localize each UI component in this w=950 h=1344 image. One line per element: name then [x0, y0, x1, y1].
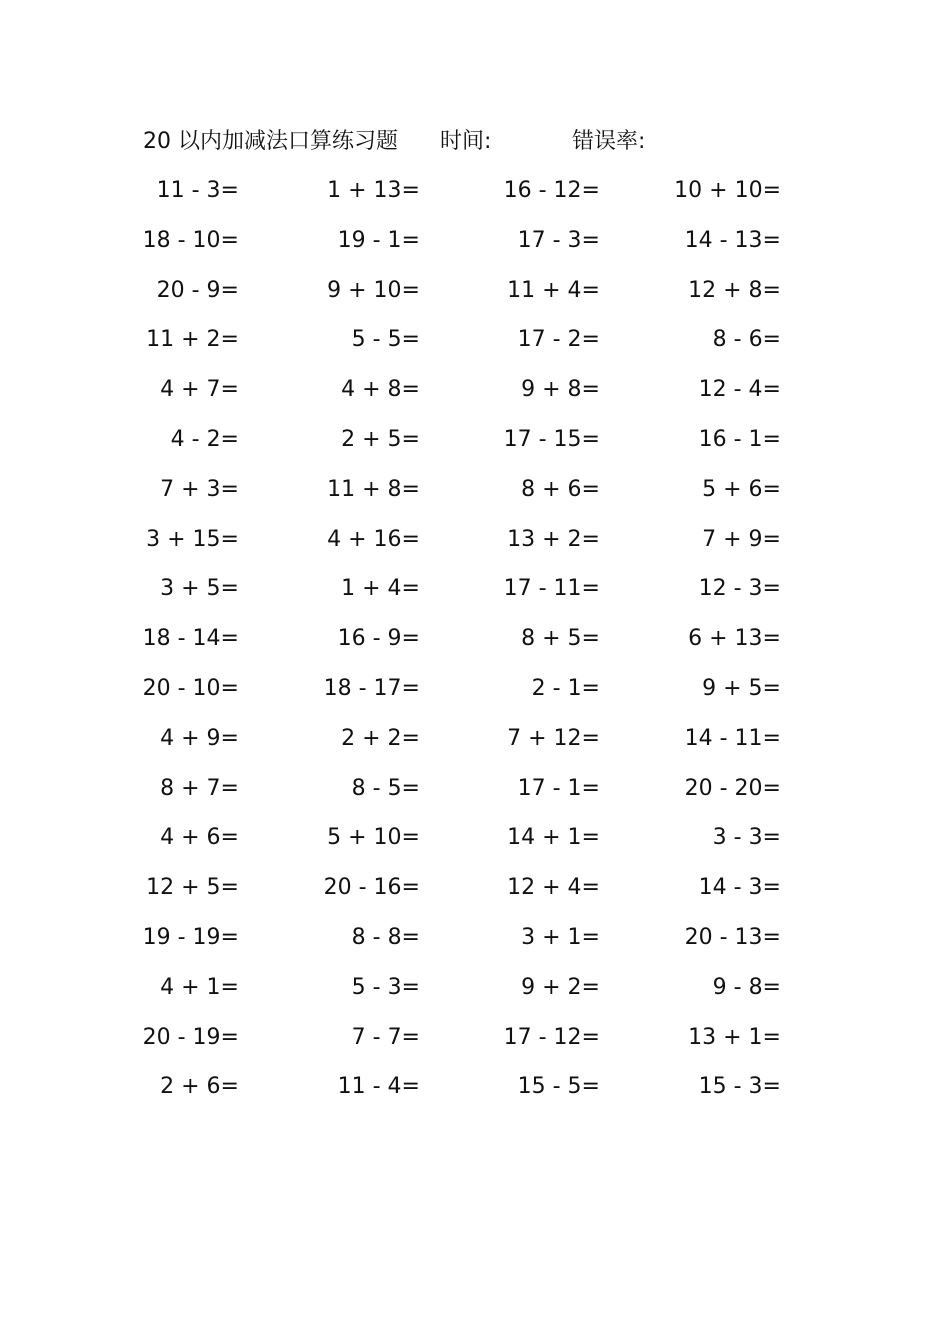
problem-item: 12 + 4=	[507, 875, 600, 901]
problem-item: 17 - 1=	[517, 775, 600, 801]
problem-item: 15 - 3=	[698, 1074, 781, 1100]
problem-item: 3 - 3=	[712, 825, 781, 851]
problem-item: 12 + 5=	[146, 875, 239, 901]
problem-item: 12 - 3=	[698, 576, 781, 602]
problem-item: 12 + 8=	[688, 277, 781, 303]
problem-row	[0, 622, 950, 672]
problem-row	[0, 1021, 950, 1071]
problem-item: 3 + 5=	[160, 576, 239, 602]
problem-row	[0, 323, 950, 373]
problem-item: 9 + 8=	[521, 377, 600, 403]
problem-row	[0, 921, 950, 971]
problem-item: 9 + 2=	[521, 974, 600, 1000]
problem-item: 11 + 4=	[507, 277, 600, 303]
time-label: 时间:	[440, 129, 492, 154]
problem-item: 14 - 13=	[684, 227, 781, 253]
problem-item: 1 + 13=	[327, 178, 420, 203]
problem-item: 14 - 11=	[684, 725, 781, 751]
problem-item: 9 + 10=	[327, 277, 420, 303]
problem-item: 20 - 13=	[684, 924, 781, 950]
problem-item: 5 - 5=	[351, 327, 420, 353]
problem-row	[0, 473, 950, 523]
problem-item: 5 + 10=	[327, 825, 420, 851]
problem-row	[0, 274, 950, 324]
problem-row	[0, 722, 950, 772]
problem-item: 20 - 10=	[142, 675, 239, 701]
problem-item: 8 - 5=	[351, 775, 420, 801]
problem-item: 4 + 6=	[160, 825, 239, 851]
problem-item: 8 + 7=	[160, 775, 239, 801]
problem-item: 16 - 1=	[698, 426, 781, 452]
problem-item: 3 + 15=	[146, 526, 239, 552]
problem-row	[0, 174, 950, 224]
problem-item: 4 - 2=	[170, 426, 239, 452]
problem-row	[0, 423, 950, 473]
problem-item: 4 + 7=	[160, 377, 239, 403]
problem-item: 8 + 5=	[521, 626, 600, 652]
problem-row	[0, 871, 950, 921]
problem-item: 17 - 2=	[517, 327, 600, 353]
problem-row	[0, 572, 950, 622]
problem-item: 1 + 4=	[341, 576, 420, 602]
problem-item: 20 - 19=	[142, 1024, 239, 1050]
problem-row	[0, 971, 950, 1021]
problem-item: 4 + 16=	[327, 526, 420, 552]
problem-row	[0, 672, 950, 722]
problem-item: 9 - 8=	[712, 974, 781, 1000]
problem-item: 7 + 12=	[507, 725, 600, 751]
problem-row	[0, 224, 950, 274]
problem-item: 11 - 3=	[156, 178, 239, 203]
problem-item: 14 - 3=	[698, 875, 781, 901]
problem-item: 19 - 19=	[142, 924, 239, 950]
problem-row	[0, 821, 950, 871]
problem-row	[0, 1070, 950, 1120]
problem-item: 20 - 20=	[684, 775, 781, 801]
problem-item: 18 - 14=	[142, 626, 239, 652]
problem-item: 2 + 2=	[341, 725, 420, 751]
problem-item: 8 - 8=	[351, 924, 420, 950]
problem-item: 11 + 2=	[146, 327, 239, 353]
problem-item: 7 - 7=	[351, 1024, 420, 1050]
problem-item: 17 - 12=	[503, 1024, 600, 1050]
problem-row	[0, 772, 950, 822]
problem-item: 12 - 4=	[698, 377, 781, 403]
worksheet-title: 20 以内加减法口算练习题	[143, 129, 398, 154]
problem-item: 18 - 17=	[323, 675, 420, 701]
problem-item: 14 + 1=	[507, 825, 600, 851]
problem-item: 13 + 1=	[688, 1024, 781, 1050]
problem-item: 16 - 12=	[503, 178, 600, 203]
problem-item: 16 - 9=	[337, 626, 420, 652]
problem-item: 7 + 3=	[160, 476, 239, 502]
problem-item: 20 - 9=	[156, 277, 239, 303]
problem-item: 9 + 5=	[702, 675, 781, 701]
error-rate-label: 错误率:	[572, 129, 646, 154]
problem-item: 2 + 5=	[341, 426, 420, 452]
problem-item: 3 + 1=	[521, 924, 600, 950]
problem-item: 17 - 11=	[503, 576, 600, 602]
problem-item: 13 + 2=	[507, 526, 600, 552]
problem-item: 11 + 8=	[327, 476, 420, 502]
problem-row	[0, 523, 950, 573]
problem-item: 18 - 10=	[142, 227, 239, 253]
problem-item: 15 - 5=	[517, 1074, 600, 1100]
problem-item: 5 - 3=	[351, 974, 420, 1000]
problem-item: 6 + 13=	[688, 626, 781, 652]
problem-item: 4 + 8=	[341, 377, 420, 403]
problem-item: 20 - 16=	[323, 875, 420, 901]
problem-item: 8 + 6=	[521, 476, 600, 502]
problem-item: 19 - 1=	[337, 227, 420, 253]
problem-grid	[0, 174, 950, 1120]
problem-item: 17 - 15=	[503, 426, 600, 452]
problem-item: 17 - 3=	[517, 227, 600, 253]
problem-row	[0, 373, 950, 423]
problem-item: 2 + 6=	[160, 1074, 239, 1100]
problem-item: 11 - 4=	[337, 1074, 420, 1100]
problem-item: 2 - 1=	[531, 675, 600, 701]
problem-item: 5 + 6=	[702, 476, 781, 502]
problem-item: 10 + 10=	[674, 178, 781, 203]
problem-item: 8 - 6=	[712, 327, 781, 353]
problem-item: 4 + 9=	[160, 725, 239, 751]
problem-item: 7 + 9=	[702, 526, 781, 552]
problem-item: 4 + 1=	[160, 974, 239, 1000]
